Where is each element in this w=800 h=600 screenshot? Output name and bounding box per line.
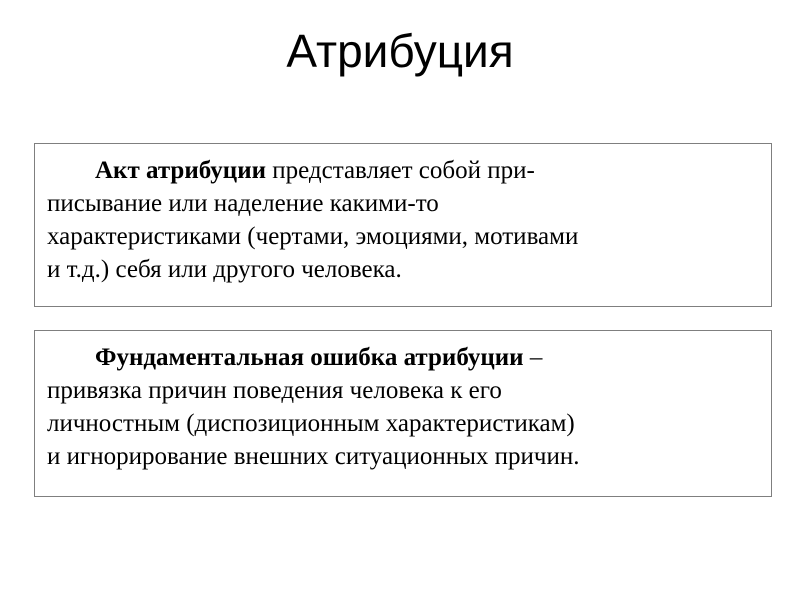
term-fundamental-attribution-error: Фундаментальная ошибка атрибуции <box>95 344 524 371</box>
definition-text: представляет собой при- <box>266 157 535 184</box>
term-attribution-act: Акт атрибуции <box>95 157 266 184</box>
definition-line-2: писывание или наделение какими-то <box>47 190 439 217</box>
definition-text: – <box>523 344 543 371</box>
definition-line-3: личностным (диспозиционным характеристикам) <box>47 410 575 437</box>
slide-title: Атрибуция <box>286 25 514 77</box>
definition-box-fundamental-error <box>34 330 772 497</box>
definition-line-3: характеристиками (чертами, эмоциями, мотивами <box>47 223 579 250</box>
definition-box-attribution-act <box>34 143 772 307</box>
definition-line-2: привязка причин поведения человека к его <box>47 377 502 404</box>
definition-line-1 <box>47 154 759 187</box>
definition-line-4: и игнорирование внешних ситуационных причин. <box>47 443 580 470</box>
definition-line-4: и т.д.) себя или другого человека. <box>47 256 402 283</box>
definition-line-1 <box>47 341 759 374</box>
